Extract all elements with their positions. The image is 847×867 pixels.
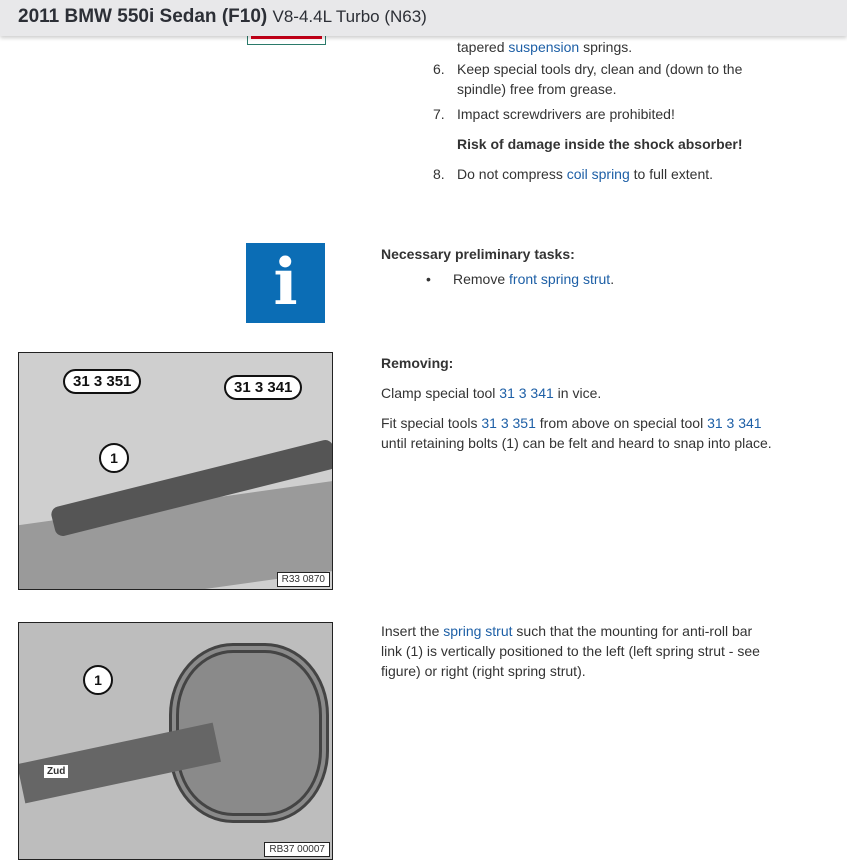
strut-label: Zud: [44, 765, 68, 778]
vehicle-title: 2011 BMW 550i Sedan (F10): [18, 6, 268, 27]
removing-heading: Removing:: [381, 355, 454, 371]
list-item-5-tail: tapered suspension springs.: [457, 39, 633, 55]
prelim-heading: Necessary preliminary tasks:: [381, 246, 575, 262]
tool-31-3-341-link[interactable]: 31 3 341: [499, 385, 554, 401]
list-number: 8.: [433, 166, 445, 182]
spring-strut-link[interactable]: spring strut: [443, 623, 513, 639]
insert-step: Insert the spring strut such that the mounting for anti-roll bar link (1) is vertically positioned to the left (left spring strut - see figure) or right (right spring strut).: [381, 623, 760, 679]
list-item-7-note: Risk of damage inside the shock absorber!: [457, 136, 743, 152]
figure-spring-strut: [18, 622, 333, 860]
callout-tool-31-3-341: 31 3 341: [224, 375, 302, 400]
callout-tool-31-3-351: 31 3 351: [63, 369, 141, 394]
list-item-7: Impact screwdrivers are prohibited!: [457, 106, 675, 122]
list-number: 7.: [433, 106, 445, 122]
page-header: [0, 0, 847, 36]
callout-1: 1: [83, 665, 113, 695]
removing-step-1: Clamp special tool 31 3 341 in vice.: [381, 385, 602, 401]
prelim-item: Remove front spring strut.: [453, 271, 615, 287]
bullet-icon: •: [426, 271, 431, 287]
tool-31-3-341-link[interactable]: 31 3 341: [707, 415, 762, 431]
engine-subtitle: V8-4.4L Turbo (N63): [272, 7, 427, 26]
figure-ref: RB37 00007: [264, 842, 330, 857]
figure-special-tools: [18, 352, 333, 590]
removing-step-2: Fit special tools 31 3 351 from above on special tool 31 3 341 until retaining bolts (1) can be felt and heard to snap into place.: [381, 415, 772, 451]
info-icon: i: [246, 243, 325, 323]
coil-spring-link[interactable]: coil spring: [566, 166, 630, 182]
front-spring-strut-link[interactable]: front spring strut: [509, 271, 611, 287]
list-item-6: Keep special tools dry, clean and (down to the spindle) free from grease.: [457, 61, 743, 97]
list-number: 6.: [433, 61, 445, 77]
suspension-link[interactable]: suspension: [508, 39, 580, 55]
figure-ref: R33 0870: [277, 572, 330, 587]
list-item-8: Do not compress coil spring to full extent.: [457, 166, 714, 182]
callout-1: 1: [99, 443, 129, 473]
tool-31-3-351-link[interactable]: 31 3 351: [481, 415, 536, 431]
